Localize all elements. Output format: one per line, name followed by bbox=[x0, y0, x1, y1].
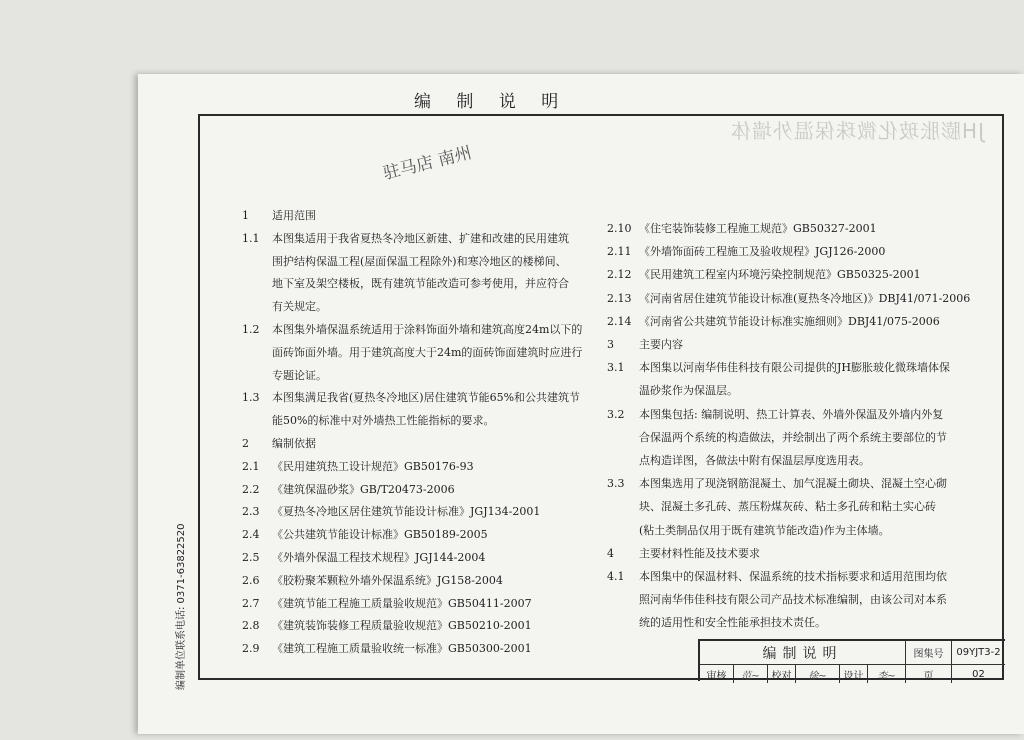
clause-text: 专题论证。 bbox=[272, 368, 327, 382]
text-line bbox=[607, 382, 738, 398]
clause-number: 4.1 bbox=[607, 570, 625, 583]
clause-text: 本图集外墙保温系统适用于涂料饰面外墙和建筑高度24m以下的 bbox=[272, 323, 583, 336]
clause-text: 本图集适用于我省夏热冬冷地区新建、扩建和改建的民用建筑 bbox=[272, 231, 569, 245]
text-line bbox=[242, 275, 569, 291]
text-line bbox=[242, 344, 582, 360]
contact-phone-vertical: 编制单位联系电话: 0371-63822520 bbox=[176, 523, 187, 690]
clause-number: 2.14 bbox=[607, 314, 632, 328]
clause-text: 《夏热冬冷地区居住建筑节能设计标准》JGJ134-2001 bbox=[272, 505, 541, 519]
page-label: 页 bbox=[906, 665, 952, 683]
clause-number: 1.1 bbox=[242, 231, 260, 245]
clause-text: 《河南省居住建筑节能设计标准(夏热冬冷地区)》DBJ41/071-2006 bbox=[639, 291, 971, 305]
clause-text: 《外墙外保温工程技术规程》JGJ144-2004 bbox=[272, 551, 486, 564]
clause-text: 主要内容 bbox=[639, 338, 683, 351]
text-line bbox=[242, 458, 474, 474]
clause-text: 主要材料性能及技术要求 bbox=[639, 546, 760, 560]
clause-text: 有关规定。 bbox=[272, 300, 327, 314]
text-line bbox=[607, 429, 947, 445]
clause-text: 《建筑节能工程施工质量验收规范》GB50411-2007 bbox=[272, 596, 532, 610]
clause-text: 《建筑装饰装修工程质量验收规范》GB50210-2001 bbox=[272, 619, 532, 633]
title-block bbox=[698, 639, 1005, 681]
text-line bbox=[242, 526, 488, 542]
text-line bbox=[607, 614, 826, 630]
clause-text: 《外墙饰面砖工程施工及验收规程》JGJ126-2000 bbox=[639, 245, 886, 259]
clause-number: 2.13 bbox=[607, 291, 632, 305]
text-line bbox=[242, 595, 532, 611]
text-line bbox=[607, 522, 890, 538]
design-label: 设计 bbox=[840, 665, 868, 683]
clause-text: 围护结构保温工程(屋面保温工程除外)和寒冷地区的楼梯间、 bbox=[272, 254, 567, 268]
clause-number: 2.2 bbox=[242, 482, 260, 496]
review-signature: 徐~ bbox=[796, 665, 840, 683]
clause-number: 3.3 bbox=[607, 477, 625, 491]
text-line bbox=[242, 640, 532, 656]
text-line bbox=[242, 207, 316, 223]
clause-text: 《民用建筑热工设计规范》GB50176-93 bbox=[272, 459, 474, 473]
clause-number: 2 bbox=[242, 437, 249, 450]
text-line bbox=[242, 321, 582, 337]
text-line bbox=[242, 298, 327, 314]
clause-text: 点构造详图，各做法中附有保温层厚度选用表。 bbox=[639, 454, 870, 467]
check-signature: 范~ bbox=[734, 665, 768, 683]
clause-text: 适用范围 bbox=[272, 209, 316, 222]
clause-text: 本图集包括: 编制说明、热工计算表、外墙外保温及外墙内外复 bbox=[639, 407, 944, 421]
clause-number: 3.2 bbox=[607, 407, 625, 421]
text-line bbox=[242, 253, 567, 269]
title-block-name: 编制说明 bbox=[700, 641, 906, 665]
check-label: 审核 bbox=[700, 665, 734, 683]
text-line bbox=[242, 572, 503, 588]
clause-number: 3.1 bbox=[607, 361, 625, 375]
clause-number: 2.5 bbox=[242, 551, 260, 564]
clause-text: 本图集满足我省(夏热冬冷地区)居住建筑节能65%和公共建筑节 bbox=[272, 391, 581, 405]
design-signature: 李~ bbox=[868, 665, 906, 683]
clause-text: 《住宅装饰装修工程施工规范》GB50327-2001 bbox=[639, 222, 877, 235]
text-line bbox=[242, 549, 485, 565]
clause-text: 地下室及架空楼板，既有建筑节能改造可参考使用，并应符合 bbox=[272, 277, 569, 291]
clause-text: 本图集以河南华伟佳科技有限公司提供的JH膨胀玻化微珠墙体保 bbox=[639, 361, 951, 375]
review-label: 校对 bbox=[768, 665, 796, 683]
clause-number: 1 bbox=[242, 209, 249, 222]
text-line bbox=[607, 591, 947, 607]
clause-text: 《建筑工程施工质量验收统一标准》GB50300-2001 bbox=[272, 642, 532, 656]
page-number: 02 bbox=[972, 668, 985, 680]
clause-number: 3 bbox=[607, 338, 614, 351]
text-line bbox=[242, 503, 540, 519]
clause-text: 本图集选用了现浇钢筋混凝土、加气混凝土砌块、混凝土空心砌 bbox=[639, 477, 947, 491]
atlas-number: 09YJT3-2 bbox=[952, 641, 1005, 665]
clause-number: 2.10 bbox=[607, 222, 632, 235]
text-line bbox=[607, 498, 936, 514]
clause-number: 2.4 bbox=[242, 528, 260, 542]
text-line bbox=[607, 359, 950, 375]
clause-number: 1.3 bbox=[242, 391, 260, 405]
text-line bbox=[607, 568, 947, 584]
clause-text: 照河南华伟佳科技有限公司产品技术标准编制，由该公司对本系 bbox=[639, 593, 947, 607]
clause-number: 2.7 bbox=[242, 596, 260, 610]
text-line bbox=[242, 412, 494, 428]
text-line bbox=[242, 230, 569, 246]
text-line bbox=[242, 389, 580, 405]
clause-text: 合保温两个系统的构造做法，并绘制出了两个系统主要部位的节 bbox=[639, 430, 947, 444]
text-line bbox=[607, 290, 970, 306]
clause-text: (粘土类制品仅用于既有建筑节能改造)作为主体墙。 bbox=[639, 523, 890, 537]
clause-text: 《民用建筑工程室内环境污染控制规范》GB50325-2001 bbox=[639, 268, 921, 282]
text-line bbox=[607, 545, 760, 561]
clause-text: 统的适用性和安全性能承担技术责任。 bbox=[639, 616, 826, 630]
clause-text: 能50%的标准中对外墙热工性能指标的要求。 bbox=[272, 414, 495, 428]
atlas-number-label: 图集号 bbox=[906, 641, 952, 665]
clause-text: 《建筑保温砂浆》GB/T20473-2006 bbox=[272, 482, 455, 496]
text-line bbox=[242, 617, 532, 633]
clause-number: 1.2 bbox=[242, 323, 260, 336]
clause-text: 温砂浆作为保温层。 bbox=[639, 384, 738, 398]
text-line bbox=[242, 367, 327, 383]
text-line bbox=[607, 243, 885, 259]
clause-number: 2.9 bbox=[242, 642, 260, 656]
clause-number: 2.8 bbox=[242, 619, 260, 633]
text-line bbox=[242, 481, 455, 497]
text-line bbox=[242, 435, 316, 451]
handwritten-note: 驻马店 南州 bbox=[381, 142, 474, 185]
clause-number: 4 bbox=[607, 546, 614, 560]
page-title: 编 制 说 明 bbox=[414, 92, 569, 112]
clause-number: 2.3 bbox=[242, 505, 260, 519]
text-line bbox=[607, 313, 940, 329]
clause-text: 面砖饰面外墙。用于建筑高度大于24m的面砖饰面建筑时应进行 bbox=[272, 345, 583, 359]
clause-text: 《河南省公共建筑节能设计标准实施细则》DBJ41/075-2006 bbox=[639, 314, 940, 328]
text-line bbox=[607, 266, 921, 282]
clause-text: 块、混凝土多孔砖、蒸压粉煤灰砖、粘土多孔砖和粘土实心砖 bbox=[639, 500, 936, 514]
clause-text: 编制依据 bbox=[272, 437, 316, 450]
text-line bbox=[607, 336, 683, 352]
clause-number: 2.1 bbox=[242, 459, 260, 473]
clause-text: 本图集中的保温材料、保温系统的技术指标要求和适用范围均依 bbox=[639, 570, 947, 583]
clause-number: 2.11 bbox=[607, 245, 632, 259]
clause-number: 2.6 bbox=[242, 573, 260, 587]
text-line bbox=[607, 475, 947, 491]
bleed-through-text: JH膨胀玻化微珠保温外墙体 bbox=[730, 119, 984, 143]
text-line bbox=[607, 452, 870, 468]
clause-text: 《胶粉聚苯颗粒外墙外保温系统》JG158-2004 bbox=[272, 573, 503, 587]
clause-number: 2.12 bbox=[607, 268, 632, 282]
text-line bbox=[607, 406, 943, 422]
text-line bbox=[607, 220, 877, 236]
clause-text: 《公共建筑节能设计标准》GB50189-2005 bbox=[272, 528, 488, 542]
